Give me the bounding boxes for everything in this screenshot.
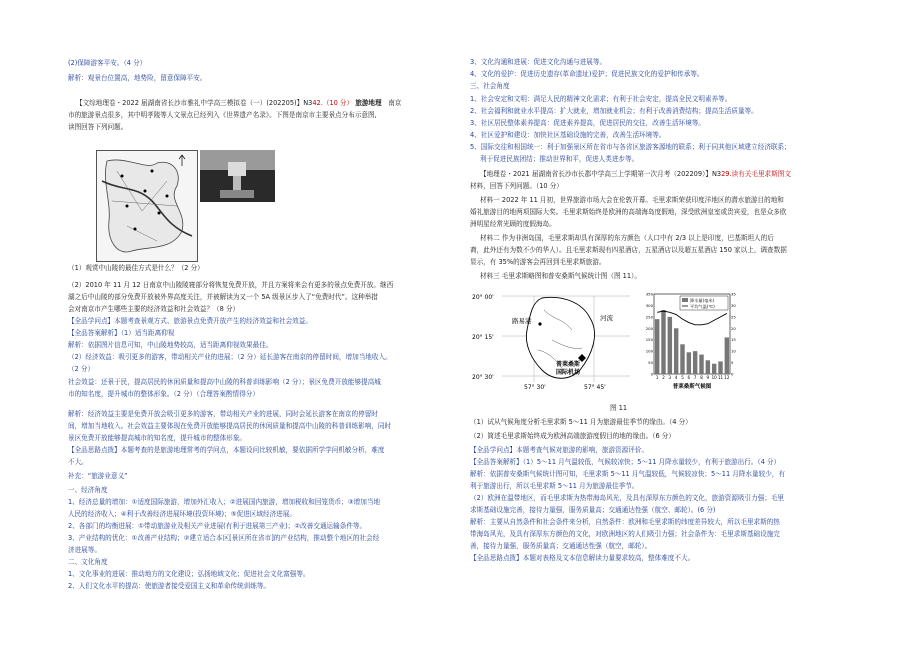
mausoleum-photo <box>200 150 275 202</box>
rain-bar <box>655 319 659 374</box>
answer-line: 善，接待力量强，服务质量高；交通通达性强（航空，邮轮）。 <box>470 542 652 550</box>
x-tick-label: 12 <box>724 375 730 380</box>
rain-bar <box>668 317 672 374</box>
answer-line: 5、国际交往和相国统一：利于加强景区所在省市与各省区旅游客源地的联系；利于同其他区域建立经济联系； <box>470 143 791 151</box>
y-tick-label-left: 200 <box>645 325 653 331</box>
answer-line: 2、各部门的均衡进展：①带动旅游业及相关产业进展(有利于进展第三产业)；②改善交通运输条件等。 <box>68 522 367 530</box>
answer-line: 4、社区爱护和建设：加快社区基础设施的完善，改善生活环境等。 <box>470 131 666 139</box>
nanjing-map-figure <box>96 150 198 262</box>
legend-swatch-rain <box>682 298 688 302</box>
x-tick-label: 6 <box>687 375 691 380</box>
x-tick-label: 5 <box>681 375 684 380</box>
answer-line: 利于促进民族团结；推动世界和平，促进人类进步等。 <box>480 155 639 163</box>
chart-xlabel: 普莱桑斯气候图 <box>672 384 712 390</box>
text-line: 读图回答下列问题。 <box>68 123 128 131</box>
mauritius-map-drawing <box>472 290 630 390</box>
x-tick-label: 3 <box>668 375 672 380</box>
answer-line: 1、社会安定和文明：满足人民的精神文化需求；有利于社会安定，提高全民文明素养等。 <box>470 95 732 103</box>
y-tick-label-left: 300 <box>645 302 653 308</box>
text-line: 材料，回答下列问题。（10 分） <box>470 182 563 190</box>
answer-line: 社会效益：还景于民，提高居民的休闲质量和提高中山陵的科普训练影响（2 分）；景区免费开放能够提高城 <box>68 378 381 386</box>
text-line: （1）观赏中山陵的最佳方式是什么？（2 分） <box>68 264 204 272</box>
answer-line: 3、文化沟通和进展：促进文化沟通与进展等。 <box>470 58 607 66</box>
rain-bar <box>718 361 722 374</box>
text-line: 会对南京市产生哪些主要的经济效益和社会效益？（8 分） <box>68 305 240 313</box>
rain-bar <box>706 360 710 374</box>
question-header: 【文综地理卷・2022 届湖南省长沙市雅礼中学高三模拟卷（一）(202205)】N342.（10 分） 旅游地理 南京 <box>76 99 402 107</box>
text-line: （1）试从气候角度分析毛里求斯 5～11 月为旅游最佳季节的缘由。（4 分） <box>470 418 692 426</box>
rain-bar <box>693 351 697 374</box>
answer-line: 【全品思路点拨】本题对表格及文本信息解读力量要求较高，整体难度不大。 <box>470 554 695 562</box>
x-tick-label: 9 <box>706 375 710 380</box>
answer-line: 3、社区居民整体素养提高：促进素养提高，促进居民的交往，改善生活环境等。 <box>470 119 705 127</box>
text-line: 婚礼旅游目的地两项国际大奖。毛里求斯始终是欧洲的高端海岛度假地，深受欧洲皇室或贵宾爱，也是众多欧 <box>470 208 787 216</box>
y-tick-label-left: 0 <box>650 371 653 377</box>
text-line: 市的旅游景点很多，其中明孝陵等人文景点已经列入《世界遗产名录》。下图是南京市主要景点分布示意图, <box>68 111 377 119</box>
knowledge-point: 【全品学问点】本题考查景观方式、旅游景点免费开放产生的经济效益和社会效益。 <box>68 317 312 325</box>
y-tick-label-left: 50 <box>648 360 653 366</box>
text-line: 洲明星经常光顾的度假海岛。 <box>470 220 556 228</box>
x-tick-label: 10 <box>711 375 717 380</box>
y-tick-label-left: 250 <box>645 314 653 320</box>
x-tick-label: 11 <box>717 375 724 380</box>
answer-line: 2、社会福利和就业水平提高：扩大就业，增加就业机会；有利于改善消费结构；提高生活质量等。 <box>470 107 758 115</box>
rain-bar <box>661 310 665 374</box>
x-tick-label: 1 <box>655 375 659 380</box>
answer-line: 2、人们文化水平的提高：使旅游者接受爱国主义和革命传统训练等。 <box>68 582 271 590</box>
answer-line: 求斯基础设施完善，接待力量强，服务质量高；交通通达性强（航空、邮轮）。(6 分) <box>470 506 716 514</box>
answer-line: 间，增加当地收入。社会效益主要体现在免费开放能够提高居民的休闲质量和提高中山陵的科普训练影响，同时 <box>68 422 392 430</box>
y-tick-label-right: 10 <box>731 348 736 354</box>
text-line: 解析：观景台位置高，地势险，留意保障平安。 <box>68 74 207 82</box>
answer-line: 不大。 <box>68 458 88 466</box>
y-tick-label-right: 15 <box>731 337 736 343</box>
legend-rain: 降水量(毫米) <box>690 298 715 303</box>
answer-line: 利于旅游出行，所以毛里求斯 5～11 月为旅游最佳季节。 <box>470 482 639 490</box>
answer-line: 补充：“旅游业意义” <box>68 472 128 480</box>
question-header: 【地理卷・2021 届湖南省长沙市长郡中学高三上学期第一次月考（202209）】N329.读有关毛里求斯图文 <box>480 170 791 178</box>
answer-line: 解析：经济效益主要是免费开放会吸引更多的游客，带动相关产业的进展，同时会延长游客在南京的停留时 <box>68 410 378 418</box>
rain-bar <box>725 337 729 374</box>
text-line: 材料一 2022 年 11 月初，世界旅游市场大会在伦敦开幕。毛里求斯荣获印度洋地区的潜水旅游目的地和 <box>480 196 784 204</box>
answer-line: 三、社会角度 <box>470 82 510 90</box>
rain-bar <box>674 328 678 374</box>
answer-line: 二、文化角度 <box>68 558 108 566</box>
lat-label: 20° 00' <box>472 294 494 301</box>
knowledge-point: 【全品学问点】本题考查气候对旅游的影响，旅游资源评价。 <box>470 446 649 454</box>
y-tick-label-right: 25 <box>731 314 736 320</box>
answer-line: 带海岛风光，及具有深厚东方颜色的文化，对欧洲地区的人们吸引力强；社会条件为：毛里求斯基础设施完 <box>470 530 780 538</box>
text-line: （2）2010 年 11 月 12 日南京中山陵陵寝部分将恢复免费开放，并且方案将来会有更多的景点免费开放。继西 <box>68 281 394 289</box>
x-tick-label: 8 <box>700 375 703 380</box>
text-line: （2）简述毛里求斯始终成为欧洲高端旅游度假目的地的缘由。（6 分） <box>470 432 675 440</box>
answer-line: 解析：主要从自然条件和社会条件来分析，自然条件：欧洲和毛里求斯的纬度差异较大，所以毛里求斯的热 <box>470 518 780 526</box>
answer-line: 解析：依据图片信息可知，中山陵地势较高，适当距离仰视效果最佳。 <box>68 341 273 349</box>
y-tick-label-right: 5 <box>731 360 734 366</box>
rain-bar <box>680 344 684 374</box>
y-tick-label-left: 350 <box>645 291 653 297</box>
nanjing-map-drawing <box>97 151 197 261</box>
figure-caption: 图 11 <box>610 404 628 412</box>
y-tick-label-right: 35 <box>731 291 736 297</box>
city-label: 路易港 <box>512 317 532 325</box>
answer-line: 【全品答案解析】（1）适当距离仰视 <box>68 329 175 337</box>
rain-bar <box>687 352 691 374</box>
answer-line: 解析：依据普安桑斯气候统计图可知，毛里求斯 5～11 月气温较低，气候较凉快；5～11 月降水量较少，有 <box>470 470 785 478</box>
airport-label: 国际机场 <box>556 369 581 376</box>
lon-label: 57° 30' <box>524 384 546 390</box>
x-tick-label: 4 <box>674 375 678 380</box>
answer-line: （2 分） <box>68 365 95 373</box>
answer-line: 景区免费开放能够提高城市的知名度，提升城市的整体形象。 <box>68 434 247 442</box>
answer-line: 【全品答案解析】（1）5～11 月气温较低，气候较凉快；5～11 月降水量较少，有利于旅游出行。（4 分） <box>470 458 781 466</box>
text-line: 材料三 毛里求斯略图和普安桑斯气候统计图（图 11）。 <box>480 272 641 280</box>
y-tick-label-right: 20 <box>731 325 736 331</box>
answer-line: （2）欧洲在温带地区，而毛里求斯为热带海岛风光，及具有深厚东方颜色的文化，旅游资源吸引力强；毛里 <box>470 494 785 502</box>
lat-label: 20° 30' <box>472 374 494 381</box>
river-label: 河流 <box>600 314 613 322</box>
lon-label: 57° 45' <box>584 384 606 390</box>
y-tick-label-left: 100 <box>645 348 653 354</box>
climate-chart <box>640 290 744 390</box>
x-tick-label: 2 <box>662 375 665 380</box>
answer-line: 人民的经济收入；④利于改善经济进展环境(投资环境)；⑤促进区域经济进展。 <box>68 510 296 518</box>
mauritius-map <box>472 290 630 390</box>
climate-chart-svg <box>640 290 744 390</box>
answer-line: 市的知名度，提升城市的整体形象。（2 分）（合理答案酌情得分） <box>68 390 259 398</box>
text-line: 材料二 作为非洲岛国，毛里求斯却具有深厚的东方颜色（人口中有 2/3 以上是印度，巴基斯坦人的后 <box>480 234 774 242</box>
airport-label: 普莱桑斯 <box>556 361 581 368</box>
text-line: 裔，此外还有为数不少的华人）。且毛里求斯现有四星酒店，五星酒店以及超五星酒店 150 家以上，调查数据 <box>470 246 787 254</box>
answer-line: （2）经济效益：吸引更多的游客，带动相关产业的进展；（2 分）延长游客在南京的停留时间，增加当地收入。 <box>68 353 392 361</box>
text-line: (2)保障游客平安。（4 分） <box>68 59 147 67</box>
answer-line: 1、经济总量的增加：①适度国际旅游，增加外汇收入；②进展国内旅游，增加税收和回笼货币；③增加当地 <box>68 498 381 506</box>
answer-line: 1、文化事业的进展：推动地方的文化建设；弘扬地域文化；促进社会文化富强等。 <box>68 570 310 578</box>
text-line: 湖之后中山陵的部分免费开放被外界高度关注，并被解读为又一个 5A 级景区步入了“免费时代”。这种举措 <box>68 293 378 301</box>
y-tick-label-left: 150 <box>645 337 653 343</box>
mausoleum-photo-drawing <box>200 150 275 202</box>
answer-line: 一、经济角度 <box>68 486 108 494</box>
y-tick-label-right: 0 <box>731 371 734 377</box>
y-tick-label-right: 30 <box>731 302 736 308</box>
x-tick-label: 7 <box>693 375 697 380</box>
answer-line: 济进展等。 <box>68 546 101 554</box>
rain-bar <box>699 355 703 374</box>
answer-line: 3、产业结构的优化：①改善产业结构；②建立适合本区[景区所在省市]的产业结构，推动整个地区的社会经 <box>68 534 380 542</box>
answer-line: 【全品思路点拨】本题考查的是旅游地理常考的学问点，本题设问比较机敏，要依据所学学问机敏分析，难度 <box>68 446 385 454</box>
legend-temp: 平均气温(℃) <box>690 304 715 309</box>
rain-bar <box>712 364 716 374</box>
text-line: 显示，有 35%的游客会再回到毛里求斯旅游。 <box>470 258 606 266</box>
lat-label: 20° 15' <box>472 334 494 341</box>
answer-line: 4、文化的爱护：促进历史遗存(革命遗址)爱护；促进民族文化的爱护和传承等。 <box>470 70 704 78</box>
